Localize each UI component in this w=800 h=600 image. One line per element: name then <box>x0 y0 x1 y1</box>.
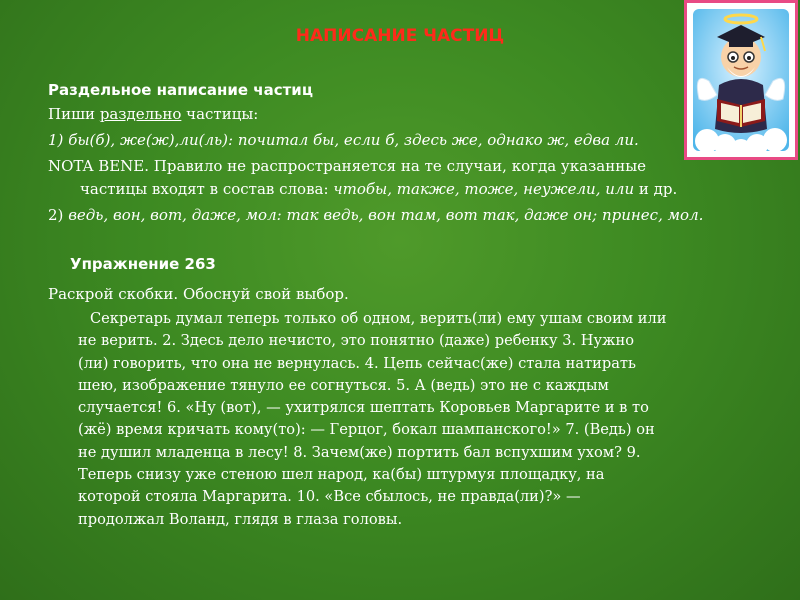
exercise-line: продолжал Воланд, глядя в глаза головы. <box>78 510 403 528</box>
exercise-line: которой стояла Маргарита. 10. «Все сбылось, не правда(ли)?» — <box>78 488 581 506</box>
rule-item-2 <box>48 204 703 226</box>
nota-bene-prefix: частицы входят в состав слова: <box>80 180 329 198</box>
nota-bene-line-2 <box>80 178 677 200</box>
exercise-line: не душил младенца в лесу! 8. Зачем(же) портить бал вспухшим ухом? 9. <box>78 443 641 461</box>
exercise-line: (ли) говорить, что она не вернулась. 4. Цепь сейчас(же) стала натирать <box>78 354 636 372</box>
nota-bene-line-1: NOTA BENE. Правило не распространяется на те случаи, когда указанные <box>48 157 647 175</box>
rule-item-2-number: 2) <box>48 206 64 224</box>
exercise-line: Теперь снизу уже стеною шел народ, ка(бы) штурмуя площадку, на <box>78 466 605 484</box>
rule-intro-underlined: раздельно <box>99 105 182 123</box>
slide-title: НАПИСАНИЕ ЧАСТИЦ <box>295 26 505 46</box>
rule-intro-prefix: Пиши <box>48 105 96 123</box>
rule-intro <box>48 103 258 125</box>
exercise-line: случается! 6. «Ну (вот), — ухитрялся шептать Коровьев Маргарите и в то <box>78 399 649 417</box>
exercise-line: не верить. 2. Здесь дело нечисто, это понятно (даже) ребенку 3. Нужно <box>78 332 635 350</box>
exercise-line: (жё) время кричать кому(то): — Герцог, бокал шампанского!» 7. (Ведь) он <box>78 421 655 439</box>
nota-bene-suffix: и др. <box>638 180 678 198</box>
rule-item-1-text: бы(б), же(ж),ли(ль): почитал бы, если б, здесь же, однако ж, едва ли. <box>68 131 639 149</box>
rule-intro-suffix: частицы: <box>186 105 259 123</box>
rule-heading: Раздельное написание частиц <box>48 81 313 99</box>
exercise-line: шею, изображение тянуло ее согнуться. 5. А (ведь) это не с каждым <box>78 376 609 394</box>
exercise-text <box>78 308 768 531</box>
rule-item-1 <box>48 129 639 151</box>
professor-illustration <box>684 0 798 160</box>
exercise-title: Упражнение 263 <box>70 255 216 273</box>
exercise-line: Секретарь думал теперь только об одном, верить(ли) ему ушам своим или <box>90 310 667 327</box>
rule-item-1-number: 1) <box>48 131 64 149</box>
rule-item-2-text: ведь, вон, вот, даже, мол: так ведь, вон там, вот так, даже он; принес, мол. <box>68 206 704 224</box>
exercise-task: Раскрой скобки. Обоснуй свой выбор. <box>48 285 349 303</box>
nota-bene-words: чтобы, также, тоже, неужели, или <box>333 180 635 198</box>
professor-owl-icon <box>687 3 795 157</box>
